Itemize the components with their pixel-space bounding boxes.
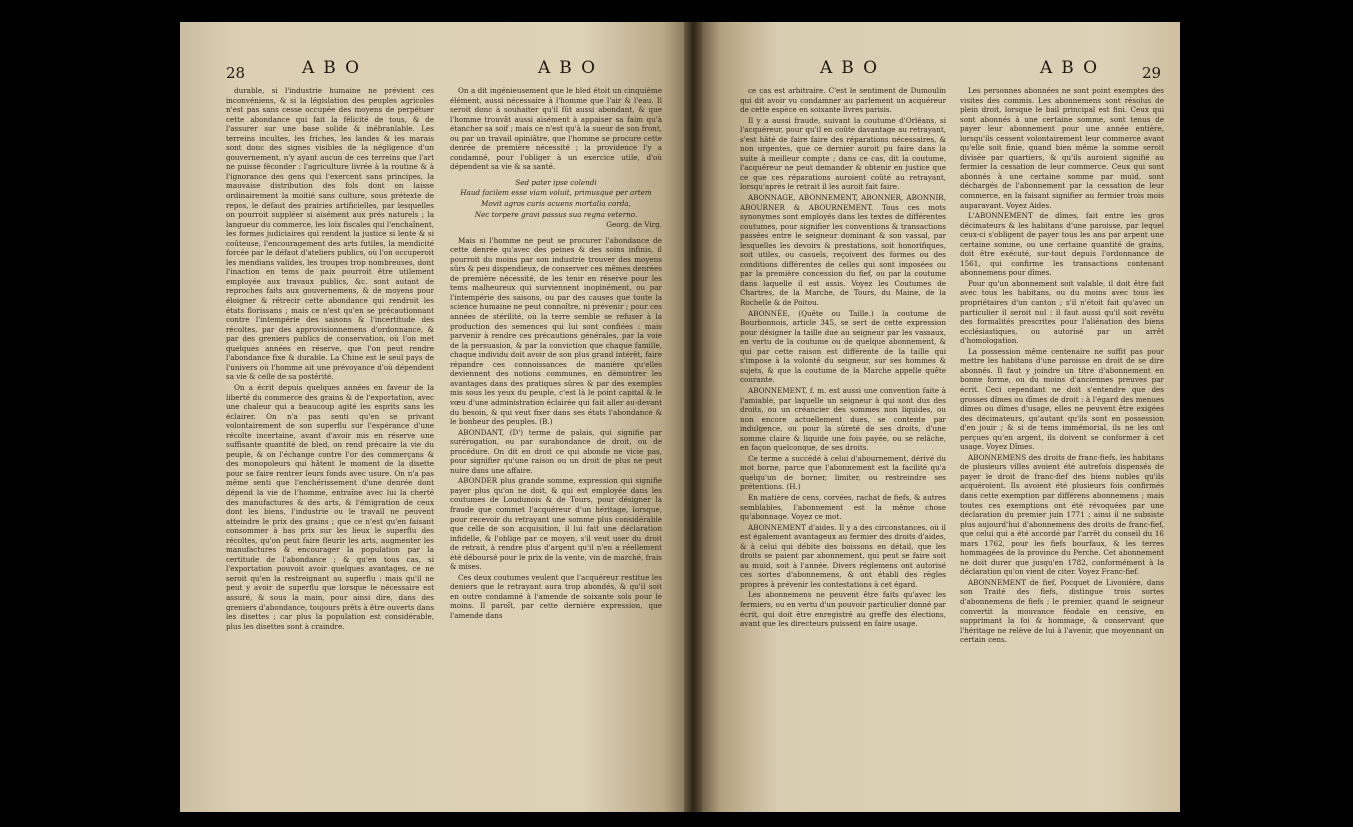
- right-page: [702, 22, 1180, 812]
- book-gutter: [684, 22, 702, 812]
- paragraph: ABONNAGE, ABONNEMENT, ABONNER, ABONNIR, ABOURNER & ABOURNEMENT. Tous ces mots synonymes sont employés dans les textes de différentes coutumes, pour signifier les conventions & transactions passées entre le seigneur dominant & son vassal, par lesquelles les devoirs & prestations, soit honorifiques, soit utiles, ou casuels, reçoivent des formes ou des conditions différentes de celles qui sont imposées ou par la première concession du fief, ou par la coutume dans laquelle il est assis. Voyez les Coutumes de Chartres, de la Marche, de Tours, du Maine, de la Rochelle & de Poitou.: [740, 193, 946, 308]
- paragraph: Les abonnemens ne peuvent être faits qu'avec les fermiers, ou en vertu d'un pouvoir particulier donné par écrit, qui doit être enregistré au greffe des élections, avant que les directeurs puissent en faire usage.: [740, 590, 946, 629]
- paragraph: La possession même centenaire ne suffit pas pour mettre les habitans d'une paroisse en droit de se dire abonnés. Il faut y joindre un titre d'abonnement en bonne forme, ou du moins d'anciennes preuves par écrit. Ceci cependant ne doit s'entendre que des grosses dîmes ou dîmes de droit : à l'égard des menues dîmes ou dîmes d'usage, elles ne peuvent être exigées des décimateurs, qu'autant qu'ils sont en possession d'en jouir ; & si de tems immémorial, ils ne les ont perçues qu'en argent, ils doivent se conformer à cet usage. Voyez Dîmes.: [960, 346, 1164, 452]
- running-head: ABO: [1040, 58, 1107, 78]
- paragraph: ABONNEMENS des droits de franc-fiefs, les habitans de plusieurs villes avoient été autrefois dispensés de payer le droit de franc-fief des biens nobles qu'ils acquéroient. Ils avoient été plusieurs fois confirmés dans cette exemption par différens abonnemens ; mais toutes ces exemptions ont été révoquées par une déclaration du premier juin 1771 ; ainsi il ne subsiste plus aujourd'hui d'abonnemens des droits de franc-fief, que celui qui a été accordé par l'arrêt du conseil du 16 mars 1762, pour les fiefs bourfaux, & les terres hommagées de la province du Perche. Cet abonnement ne doit durer que jusqu'en 1782, conformément à la déclaration qu'on vient de citer. Voyez Franc-fief.: [960, 452, 1164, 577]
- text-column: [226, 86, 434, 798]
- paragraph: L'ABONNEMENT de dîmes, fait entre les gros décimateurs & les habitans d'une paroisse, par lequel ceux-ci s'obligent de payer tous les ans par arpent une certaine somme, ou une certaine quantité de grains, doit être exécuté, sur-tout depuis l'ordonnance de 1561, qui confirme les transactions contenant abonnemens pour dîmes.: [960, 211, 1164, 278]
- verse-source: Georg. de Virg.: [606, 220, 662, 230]
- verse-line: Movit agros curis acuens mortalia corda,: [481, 199, 631, 209]
- verse-quote: [450, 178, 662, 230]
- running-head: ABO: [820, 58, 887, 78]
- page-number: 28: [226, 64, 246, 82]
- paragraph: Les personnes abonnées ne sont point exemptes des visites des commis. Les abonnemens sont résolus de plein droit, lorsque le bail principal est fini. Ceux qui sont abonnés à une certaine somme, sont tenus de payer leur abonnement pour une année entière, lorsqu'ils cessent volontairement leur commerce avant qu'elle soit finie, quand bien même la somme seroit divisée par quartiers, & qu'ils auroient signifié au fermier la cessation de leur commerce. Ceux qui sont abonnés à une certaine somme par muid, sont déchargés de l'abonnement par la cessation de leur commerce, en la faisant signifier au fermier trois mois auparavant. Voyez Aides.: [960, 86, 1164, 210]
- text-column: [740, 86, 946, 798]
- paragraph: ABONNEMENT, f. m. est aussi une convention faite à l'amiable, par laquelle un seigneur à qui sont dus des droits, ou un créancier des sommes non liquides, ou non encore actuellement dues, se contente par indulgence, ou pour la sûreté de ses droits, d'une somme claire & liquide une fois payée, ou se relâche, en façon quelconque, de ses droits.: [740, 385, 946, 453]
- text-column: [450, 86, 662, 798]
- paragraph: ABONDER plus grande somme, expression qui signifie payer plus qu'on ne doit, & qui est employée dans les coutumes de Loudunois & de Tours, pour désigner la fraude que commet l'acquéreur d'un héritage, lorsque, pour recevoir du retrayant une somme plus considérable que celle de son acquisition, il lui fait une déclaration infidelle, & l'oblige par ce moyen, s'il veut user du droit de retrait, à rendre plus d'argent qu'il n'en a réellement été déboursé pour le prix de la vente, vin de marché, frais & mises.: [450, 476, 662, 572]
- paragraph: Ce terme a succédé à celui d'abournement, dérivé du mot borne, parce que l'abonnement est la facilité qu'a quelqu'un de borner, limiter, ou restreindre ses prétentions. (H.): [740, 453, 946, 492]
- running-head: ABO: [302, 58, 369, 78]
- paragraph: ce cas est arbitraire. C'est le sentiment de Dumoulin qui dit avoir vu condamner au parlement un acquéreur de cette espèce en soixante livres parisis.: [740, 86, 946, 115]
- paragraph: Pour qu'un abonnement soit valable, il doit être fait avec tous les habitans, ou du moins avec tous les propriétaires d'un canton ; s'il n'étoit fait qu'avec un particulier il seroit nul : il faut aussi qu'il soit revêtu des formalités prescrites pour l'aliénation des biens ecclésiastiques, ou autorisé par un arrêt d'homologation.: [960, 278, 1164, 346]
- paragraph: durable, si l'industrie humaine ne prévient ces inconvéniens, & si la législation des peuples agricoles n'est pas sans cesse occupée des moyens de perpétuer cette abondance qui fait la félicité de tous, & de l'assurer sur une base solide & inébranlable. Les terreins incultes, les friches, les landes & les marais sont donc des signes visibles de la négligence d'un gouvernement, n'y ayant aucun de ces terreins que l'art ne puisse féconder : l'agriculture livrée à la routine & à l'ignorance des gens qui l'exercent sans principes, la mauvaise distribution des fols dont on laisse ordinairement la moitié sans culture, sous prétexte de repos, le défaut des prairies artificielles, par lesquelles on pourroit suppléer si aisément aux prés naturels ; la langueur du commerce, les loix fiscales qui l'enchaînent, les formes judiciaires qui rendent la justice si lente & si coûteuse, l'encouragement des arts futiles, la mendicité forcée par le défaut d'ateliers publics, où l'on occuperoit les mendians valides, les troupes trop nombreuses, dont l'inaction en tems de paix pourroit être utilement employée aux travaux publics, &c. sont autant de reproches faits aux gouvernemens, & de moyens pour éloigner & rétrecir cette abondance qui rendroit les états florissans ; mais ce n'est qu'en se précautionnant contre l'intempérie des saisons & l'incertitude des récoltes, par des approvisionnemens d'ordonnance, & par des greniers publics de conservation, où l'on met quelques années en réserve, que l'on peut rendre l'abondance fixe & durable. La Chine est le seul pays de l'univers où l'homme ait une prévoyance d'où dépendent sa vie & celle de sa postérité.: [226, 86, 434, 382]
- paragraph: ABONNEMENT d'aides. Il y a des circonstances, où il est également avantageux au fermier des droits d'aides, & à celui qui débite des boissons en détail, que les droits se paient par abonnement, qui peut se faire soit au muid, soit à l'année. Divers réglemens ont autorisé ces sortes d'abonnemens, & ont établi des règles propres à prévenir les contestations à cet égard.: [740, 522, 946, 589]
- running-head: ABO: [538, 58, 605, 78]
- paragraph: ABONNEMENT de fief, Pocquet de Livonière, dans son Traité des fiefs, distingue trois sortes d'abonnemens de fiefs ; le premier, quand le seigneur convertit la mouvance féodale en censive, en supprimant la foi & hommage, & conservant que l'héritage ne relève de lui à l'avenir, que moyennant un certain cens.: [960, 577, 1164, 645]
- paragraph: ABONDANT, (D') terme de palais, qui signifie par surérogation, ou par surabondance de droit, ou de procédure. On dit en droit ce qui abonde ne vicie pas, pour signifier qu'une raison ou un droit de plus ne peut nuire dans une affaire.: [450, 427, 662, 475]
- left-page: [180, 22, 684, 812]
- paragraph: Mais si l'homme ne peut se procurer l'abondance de cette denrée qu'avec des peines & des soins infinis, il pourroit du moins par son industrie trouver des moyens sûrs & peu dispendieux, de conserver ces mêmes denrées de première nécessité, de les tenir en réserve pour les tems malheureux qui surviennent inopinément, ou par l'intempérie des saisons, ou par des causes que toute la science humaine ne peut connoître, ni prévenir ; pour ces années de stérilité, où la terre semble se refuser à la production des semences qui lui sont confiées : mais parvenir à rendre ces précautions générales, par la voie de la persuasion, & par la conviction que chaque famille, chaque individu doit avoir de son plus grand intérêt, faire répandre ces connoissances de manière qu'elles deviennent des notions communes, en démontrer les avantages dans des pratiques sûres & par des exemples mis sous les yeux du peuple, c'est là le point capital & le vœu d'une administration éclairée qui fait aller au-devant du besoin, & qui veut fixer dans ses états l'abondance & le bonheur des peuples. (B.): [450, 235, 662, 427]
- verse-line: Nec torpere gravi passus sua regna veterno.: [474, 209, 638, 219]
- paragraph: Il y a aussi fraude, suivant la coutume d'Orléans, si l'acquéreur, pour qu'il en coûte davantage au retrayant, s'est hâté de faire faire des réparations nécessaires, & non urgentes, que ce dernier auroit pu faire dans la suite à meilleur compte ; dans ce cas, dit la coutume, l'acquéreur ne peut demander & obtenir en justice que ce que ces réparations auroient coûté au retrayant, lorsqu'après le retrait il les auroit fait faire.: [740, 115, 946, 192]
- paragraph: On a écrit depuis quelques années en faveur de la liberté du commerce des grains & de l'exportation, avec une chaleur qui a beaucoup agité les esprits sans les éclairer. On n'a pas senti qu'en se privant volontairement de son superflu sur l'espérance d'une récolte incertaine, avant d'avoir mis en réserve une suffisante quantité de bled, on rend précaire la vie du peuple, & on l'échange contre l'or des commerçans & des monopoleurs qui hâtent le moment de la disette pour se faire rentrer leurs fonds avec usure. On n'a pas même senti que l'enchérissement d'une denrée dont dépend la vie de l'homme, entraîne avec lui la cherté des manufactures & des arts, & l'émigration de ceux dont les biens, l'industrie ou le travail ne peuvent atteindre le prix des grains ; que ce n'est qu'en faisant consommer à bas prix sur les lieux le superflu des récoltes, qu'on peut faire fleurir les arts, augmenter les manufactures & encourager la population par la certitude de l'abondance ; & qu'en tous cas, si l'exportation pouvoit avoir quelques avantages, ce ne seroit qu'en la restreignant au superflu : mais qu'il ne peut y avoir de superflu que lorsque le nécessaire est assuré, & sous la main, pour ainsi dire, dans des greniers d'abondance, toujours prêts à être ouverts dans les disettes ; car plus la population est considérable, plus les disettes sont à craindre.: [226, 382, 434, 631]
- verse-line: Haud facilem esse viam voluit, primusque per artem: [460, 188, 652, 198]
- paragraph: On a dit ingénieusement que le bled étoit un cinquième élément, aussi nécessaire à l'homme que l'air & l'eau. Il seroit donc à souhaiter qu'il fût aussi abondant, & que l'homme trouvât aussi aisément à appaiser sa faim qu'à étancher sa soif ; mais ce n'est qu'à la sueur de son front, ou par un travail opiniâtre, que l'homme se procure cette denrée de première nécessité ; la providence l'y a condamné, pour l'obliger à un exercice utile, d'où dépendent sa vie & sa santé.: [450, 86, 662, 172]
- text-column: [960, 86, 1164, 798]
- verse-line: Sed pater ipse colendi: [515, 177, 597, 187]
- paragraph: En matière de cens, corvées, rachat de fiefs, & autres semblables, l'abonnement est la même chose qu'abonnage. Voyez ce mot.: [740, 492, 946, 522]
- paragraph: Ces deux coutumes veulent que l'acquéreur restitue les deniers que le retrayant aura trop abondés, & qu'il soit en outre condamné à l'amende de soixante sols pour le moins. Il paroît, par cette dernière expression, que l'amende dans: [450, 572, 662, 620]
- paragraph: ABONNÉE, (Quête ou Taille.) la coutume de Bourbonnois, article 345, se sert de cette expression pour désigner la taille due au seigneur par les vassaux, en vertu de la coutume ou de quelque abonnement, & qui par cette raison est différente de la taille qui s'impose à la volonté du seigneur, sur ses hommes & sujets, & que la coutume de la Marche appelle quête courante.: [740, 308, 946, 385]
- page-number: 29: [1142, 64, 1162, 82]
